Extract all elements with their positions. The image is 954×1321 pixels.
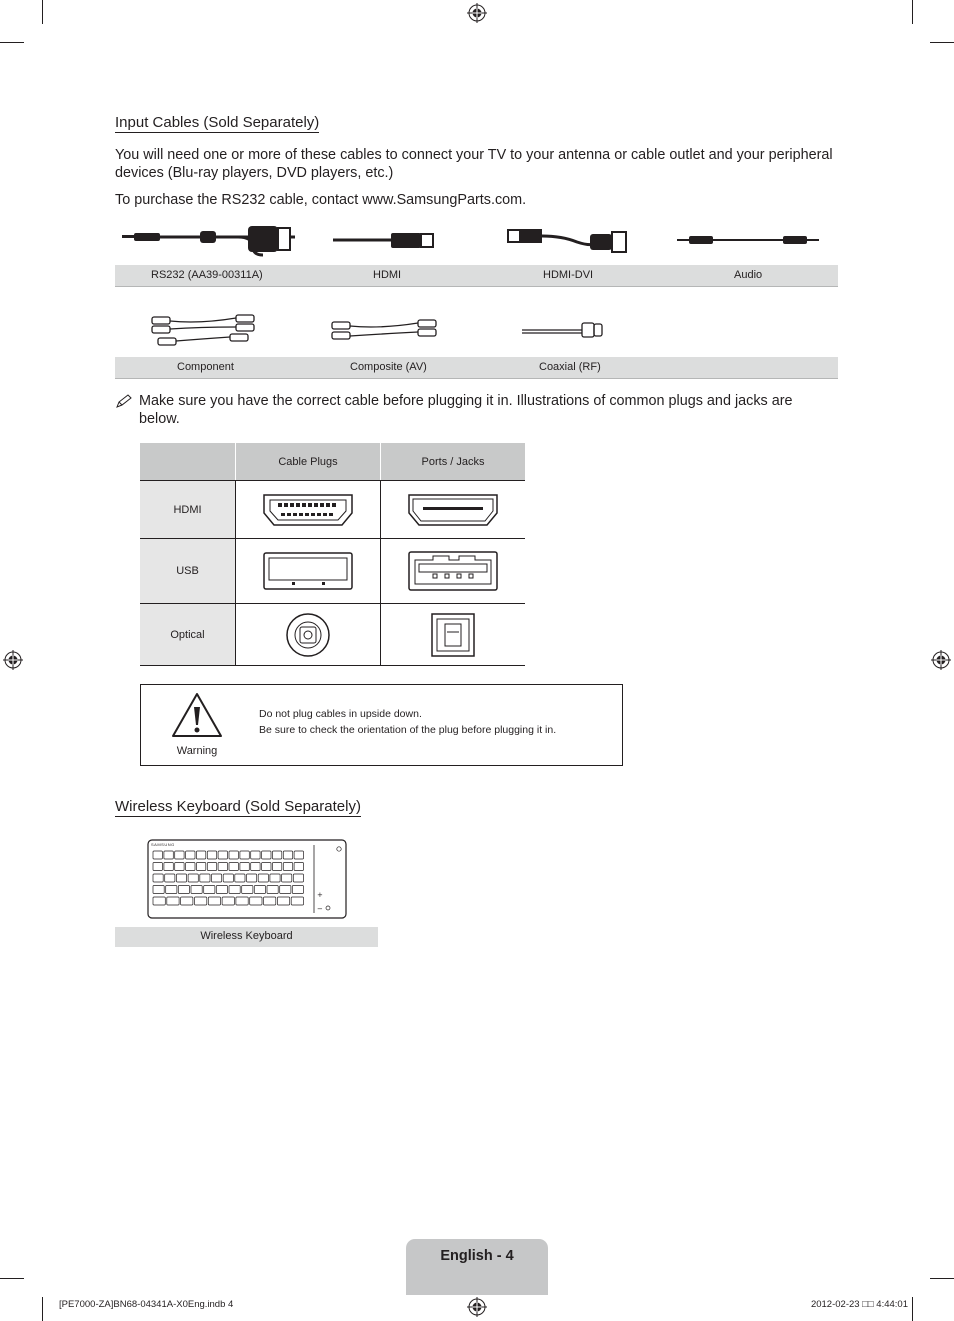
keyboard-key [229,886,240,894]
crop-mark [42,0,43,24]
keyboard-key [236,897,248,905]
caption-hdmi-dvi: HDMI-DVI [543,269,594,281]
wireless-keyboard-illustration [147,839,347,919]
row-label-hdmi: HDMI [140,481,236,539]
warning-box [140,684,623,766]
section-heading-wireless-keyboard: Wireless Keyboard (Sold Separately) [115,798,361,815]
keyboard-key [175,863,184,871]
keyboard-key [216,886,227,894]
keyboard-key [247,874,257,882]
keyboard-key [229,863,238,871]
keyboard-key [283,851,292,859]
keyboard-key [283,863,292,871]
keyboard-key [208,897,220,905]
slug-timestamp: 2012-02-23 □□ 4:44:01 [810,1299,908,1310]
keyboard-key [270,874,280,882]
keyboard-icon [147,839,347,919]
keyboard-key [196,863,205,871]
keyboard-key [292,886,303,894]
usb-plug-icon [262,551,354,591]
crop-mark [42,1297,43,1321]
hdmi-plug-cell [236,481,381,539]
keyboard-key [186,863,195,871]
keyboard-brand: SAMSUNG [151,842,175,847]
usb-port-cell [381,539,526,604]
keyboard-key [186,851,195,859]
keyboard-caption-bar [115,927,378,947]
registration-mark-icon [3,650,23,670]
keyboard-key [242,886,253,894]
keyboard-key [175,851,184,859]
keyboard-key [250,897,262,905]
keyboard-key [272,863,281,871]
rs232-cable-icon [120,222,295,258]
keyboard-key [272,851,281,859]
keyboard-key [291,897,303,905]
keyboard-key [153,863,162,871]
keyboard-key [294,851,303,859]
svg-text:−: − [317,905,323,913]
keyboard-key [164,863,173,871]
cable-caption-bar-2 [115,357,838,379]
registration-mark-icon [931,650,951,670]
keyboard-key [294,863,303,871]
keyboard-key [235,874,245,882]
note-text: Make sure you have the correct cable before plugging it in. Illustrations of common plugs and jacks are below. [139,393,793,427]
keyboard-key [280,886,291,894]
warning-line-2: Be sure to check the orientation of the plug before plugging it in. [259,724,557,736]
pencil-note-icon [115,394,132,409]
table-header-cable-plugs: Cable Plugs [236,443,381,481]
keyboard-key [196,851,205,859]
keyboard-key [188,874,198,882]
keyboard-key [153,897,165,905]
hdmi-dvi-cable-icon [506,224,631,256]
page-label: English - 4 [440,1248,514,1264]
optical-port-cell [381,604,526,666]
keyboard-key [181,897,193,905]
caption-hdmi: HDMI [373,269,402,281]
hdmi-port-cell [381,481,526,539]
keyboard-key [229,851,238,859]
keyboard-key [164,851,173,859]
registration-mark-icon [467,3,487,23]
coaxial-cable-icon [520,318,605,342]
usb-port-icon [407,550,499,592]
audio-cable-icon [675,232,823,248]
keyboard-key [282,874,292,882]
caption-rs232: RS232 (AA39-00311A) [151,269,263,281]
section-heading-input-cables: Input Cables (Sold Separately) [115,114,320,131]
optical-plug-icon [284,611,332,659]
component-cable-icon [148,310,263,352]
crop-mark [930,42,954,43]
slug-file-name: [PE7000-ZA]BN68-04341A-X0Eng.indb 4 [59,1299,234,1310]
table-header-ports-jacks: Ports / Jacks [381,443,526,481]
keyboard-key [251,863,260,871]
crop-mark [930,1278,954,1279]
keyboard-key [222,897,234,905]
keyboard-key [264,897,276,905]
row-label-usb: USB [140,539,236,604]
caption-coaxial: Coaxial (RF) [539,361,601,373]
keyboard-key [212,874,222,882]
keyboard-key [218,863,227,871]
keyboard-key [195,897,207,905]
warning-label: Warning [176,745,218,757]
row-label-optical: Optical [140,604,236,666]
keyboard-key [240,851,249,859]
crop-mark [0,42,24,43]
plug-table [140,443,525,666]
crop-mark [912,1297,913,1321]
optical-port-icon [430,612,476,658]
hdmi-cable-icon [331,228,439,254]
caption-component: Component [177,361,234,373]
intro-paragraph: You will need one or more of these cables to connect your TV to your antenna or cable outlet and your peripheral devices (Blu-ray players, DVD players, etc.) [115,147,833,181]
keyboard-key [204,886,215,894]
caption-wireless-keyboard: Wireless Keyboard [200,930,293,942]
keyboard-key [262,863,271,871]
warning-line-1: Do not plug cables in upside down. [259,708,422,720]
purchase-paragraph: To purchase the RS232 cable, contact www.SamsungParts.com. [115,192,527,208]
keyboard-key [293,874,303,882]
keyboard-key [200,874,210,882]
keyboard-key [262,851,271,859]
keyboard-key [267,886,278,894]
table-header-blank [140,443,236,481]
composite-cable-icon [328,314,443,346]
cable-caption-bar [115,265,838,287]
keyboard-key [240,863,249,871]
keyboard-key [153,851,162,859]
optical-plug-cell [236,604,381,666]
keyboard-key [258,874,268,882]
hdmi-plug-icon [262,493,354,527]
keyboard-key [218,851,227,859]
svg-text:+: + [317,891,323,899]
page-number-tab [406,1239,548,1295]
keyboard-key [153,886,164,894]
keyboard-key [207,851,216,859]
keyboard-key [178,886,189,894]
keyboard-key [176,874,186,882]
crop-mark [0,1278,24,1279]
keyboard-key [277,897,289,905]
caption-audio: Audio [734,269,763,281]
keyboard-key [167,897,179,905]
keyboard-key [254,886,265,894]
keyboard-key [251,851,260,859]
warning-triangle-icon [170,691,224,739]
registration-mark-icon [467,1297,487,1317]
keyboard-key [166,886,177,894]
hdmi-port-icon [407,493,499,527]
keyboard-key [153,874,163,882]
keyboard-key [165,874,175,882]
keyboard-key [223,874,233,882]
crop-mark [912,0,913,24]
keyboard-key [191,886,202,894]
keyboard-key [207,863,216,871]
usb-plug-cell [236,539,381,604]
caption-composite: Composite (AV) [350,361,427,373]
